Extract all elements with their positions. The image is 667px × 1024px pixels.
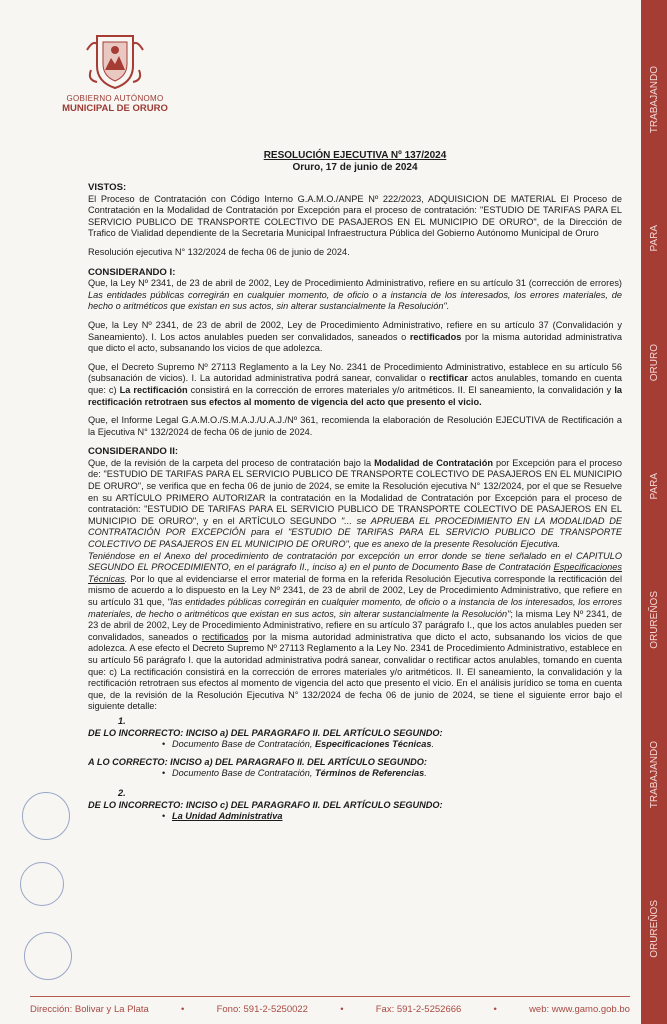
considerando-2-paragraph-2: Teniéndose en el Anexo del procedimiento de contratación por excepción un error donde se tiene señalado en el CAPITULO SEGUNDO EL PROCEDIMIENTO, en el parágrafo II., inciso a) en el punto de Documento Base de Contratación Especificaciones Técnicas. Por lo que al evidenciarse el error material de forma en la referida Resolución Ejecutiva corresponde la rectificación del mismo de acuerdo a lo dispuesto en la Ley Nº 2341, de 23 de abril de 2002, Ley de Procedimiento Administrativo, que refiere en su artículo 31 que, "las entidades públicas corregirán en cualquier momento, de oficio o a instancia de los interesados, los errores materiales, de hecho o aritméticos que existan en sus actos, sin alterar sustancialmente la Resolución"; la misma Ley Nº 2341, de 23 de abril de 2002, Ley de Procedimiento Administrativo, refiere en su artículo 37 parágrafo I., que los actos anulables pueden ser convalidados, saneados o rectificados por la misma autoridad administrativa que dicto el acto, subsanando los vicios de que adolezca. A ese efecto el Decreto Supremo Nº 27113 Reglamento a la Ley No. 2341 de Procedimiento Administrativo, establece en su artículo 56 parágrafo I. que la autoridad administrativa podrá sanear, convalidar o rectificar actos anulables, tomando en cuenta que: c) La rectificación consistirá en la corrección de errores materiales y/o aritméticos. II. El saneamiento, la convalidación y la rectificación retrotraen sus efectos al momento de vigencia del acto que presento el vicio. En el análisis jurídico se toma en cuenta que, de la revisión de la Resolución Ejecutiva N° 132/2024 de fecha 06 de junio de 2024, se tiene el siguiente error bajo el siguiente detalle:	[88, 550, 623, 712]
item-number-2: 2.	[118, 787, 126, 798]
footer-web[interactable]: web: www.gamo.gob.bo	[529, 1004, 630, 1015]
vistos-paragraph: El Proceso de Contratación con Código Interno G.A.M.O./ANPE Nº 222/2023, ADQUISICION DE MATERIAL El Proceso de Contratación en la Modalidad de Contratación por Excepción para el proceso de contratación: "ESTUDIO DE TARIFAS PARA EL SERVICIO PUBLICO DE TRANSPORTE COLECTIVO DE PASAJEROS EN EL MUNICIPIO DE ORURO", de la Dirección de Trafico de Vialidad dependiente de la Secretaria Municipal Infraestructura Pública del Gobierno Autónomo Municipal de Oruro	[88, 193, 622, 239]
considerando-1-heading: CONSIDERANDO I:	[88, 266, 176, 278]
incorrect-bullet-1: • Documento Base de Contratación, Especificaciones Técnicas.	[88, 739, 622, 751]
page-footer	[30, 996, 630, 1016]
slogan-word: ORURO	[648, 343, 660, 381]
considerando-1-paragraph-3: Que, el Decreto Supremo Nº 27113 Reglamento a la Ley No. 2341 de Procedimiento Administrativo, establece en su artículo 56 (subsanación de vicios). I. La autoridad administrativa podrá sanear, convalidar o rectificar actos anulables, tomando en cuenta que: c) La rectificación consistirá en la corrección de errores materiales y/o aritméticos. II. El saneamiento, la convalidación y la rectificación retrotraen sus efectos al momento de vigencia del acto que presento el vicio.	[88, 361, 623, 407]
considerando-1-paragraph-4: Que, el Informe Legal G.A.M.O./S.M.A.J./U.A.J./Nº 361, recomienda la elaboración de Resolución EJECUTIVA de Rectificación a la Ejecutiva N° 132/2024 de fecha 06 de junio de 2024.	[88, 415, 622, 437]
footer-address: Dirección: Bolivar y La Plata	[30, 1004, 149, 1015]
document-title	[88, 150, 622, 174]
logo-line-1: GOBIERNO AUTÓNOMO	[66, 94, 164, 103]
considerando-1-paragraph-2: Que, la Ley Nº 2341, de 23 de abril de 2002, Ley de Procedimiento Administrativo, refiere en su artículo 37 (Convalidación y Saneamiento). I. Los actos anulables pueden ser convalidados, saneados o rectificados por la misma autoridad administrativa que dicto el acto, subsanando los vicios de que adolezca.	[88, 319, 622, 354]
correct-bullet-1: • Documento Base de Contratación, Términos de Referencias.	[88, 768, 622, 780]
considerando-2-paragraph-1: Que, de la revisión de la carpeta del proceso de contratación bajo la Modalidad de Contratación por Excepción para el proceso de: "ESTUDIO DE TARIFAS PARA EL SERVICIO PUBLICO DE TRANSPORTE COLECTIVO DE PASAJEROS EN EL MUNICIPIO DE ORURO", se verifica que en fecha 06 de junio de 2024, se emite la Resolución ejecutiva N° 132/2024, por el que se Resuelve en su ARTÍCULO PRIMERO AUTORIZAR la contratación en la Modalidad de Contratación por Excepción para el proceso de contratación: "ESTUDIO DE TARIFAS PARA EL SERVICIO PUBLICO DE TRANSPORTE COLECTIVO DE PASAJEROS EN EL MUNICIPIO DE ORURO", y en el ARTÍCULO SEGUNDO "... se APRUEBA EL PROCEDIMIENTO EN LA MODALIDAD DE CONTRATACIÓN POR EXCEPCIÓN para el "ESTUDIO DE TARIFAS PARA EL SERVICIO PUBLICO DE TRANSPORTE COLECTIVO DE PASAJEROS EN EL MUNICIPIO DE ORURO", que es anexo de la presente Resolución Ejecutiva.	[88, 457, 622, 550]
separator-dot-icon: •	[340, 1004, 344, 1015]
separator-dot-icon: •	[493, 1004, 497, 1015]
document-body	[88, 150, 622, 823]
item-number-1: 1.	[118, 715, 126, 726]
coat-of-arms-icon	[83, 30, 147, 92]
considerando-2-heading: CONSIDERANDO II:	[88, 446, 179, 458]
incorrect-heading-2: DE LO INCORRECTO: INCISO c) DEL PARAGRAFO II. DEL ARTÍCULO SEGUNDO:	[88, 799, 443, 810]
municipal-logo	[60, 30, 170, 114]
slogan-word: ORUREÑOS	[648, 591, 660, 650]
seal-stamp-icon	[24, 932, 72, 980]
vistos-reference: Resolución ejecutiva N° 132/2024 de fecha 06 de junio de 2024.	[88, 246, 350, 257]
vistos-heading: VISTOS:	[88, 182, 127, 193]
considerando-1-paragraph-1: Que, la Ley Nº 2341, de 23 de abril de 2002, Ley de Procedimiento Administrativo, refiere en su artículo 31 (corrección de errores) Las entidades públicas corregirán en cualquier momento, de oficio o a instancia de los interesados, los errores materiales, de hecho o aritméticos que existan en sus actos, sin alterar sustancialmente la Resolución".	[88, 278, 622, 312]
separator-dot-icon: •	[181, 1004, 185, 1015]
footer-phone: Fono: 591-2-5250022	[216, 1004, 308, 1015]
side-slogan-strip	[641, 0, 667, 1024]
resolution-number: RESOLUCIÓN EJECUTIVA Nº 137/2024	[263, 150, 447, 161]
correct-heading-1: A LO CORRECTO: INCISO a) DEL PARAGRAFO II. DEL ARTÍCULO SEGUNDO:	[88, 756, 427, 767]
slogan-word: ORUREÑOS	[648, 900, 660, 958]
slogan-word: TRABAJANDO	[648, 741, 660, 809]
seal-stamp-icon	[20, 862, 64, 906]
seal-stamp-icon	[22, 792, 70, 840]
incorrect-bullet-2: • La Unidad Administrativa	[88, 811, 622, 823]
slogan-word: TRABAJANDO	[648, 65, 660, 134]
resolution-date: Oruro, 17 de junio de 2024	[292, 162, 418, 173]
footer-fax: Fax: 591-2-5252666	[375, 1004, 462, 1015]
incorrect-heading-1: DE LO INCORRECTO: INCISO a) DEL PARAGRAFO II. DEL ARTÍCULO SEGUNDO:	[88, 727, 443, 738]
slogan-word: PARA	[648, 472, 660, 500]
logo-line-2: MUNICIPAL DE ORURO	[62, 103, 168, 114]
slogan-word: PARA	[648, 225, 660, 252]
